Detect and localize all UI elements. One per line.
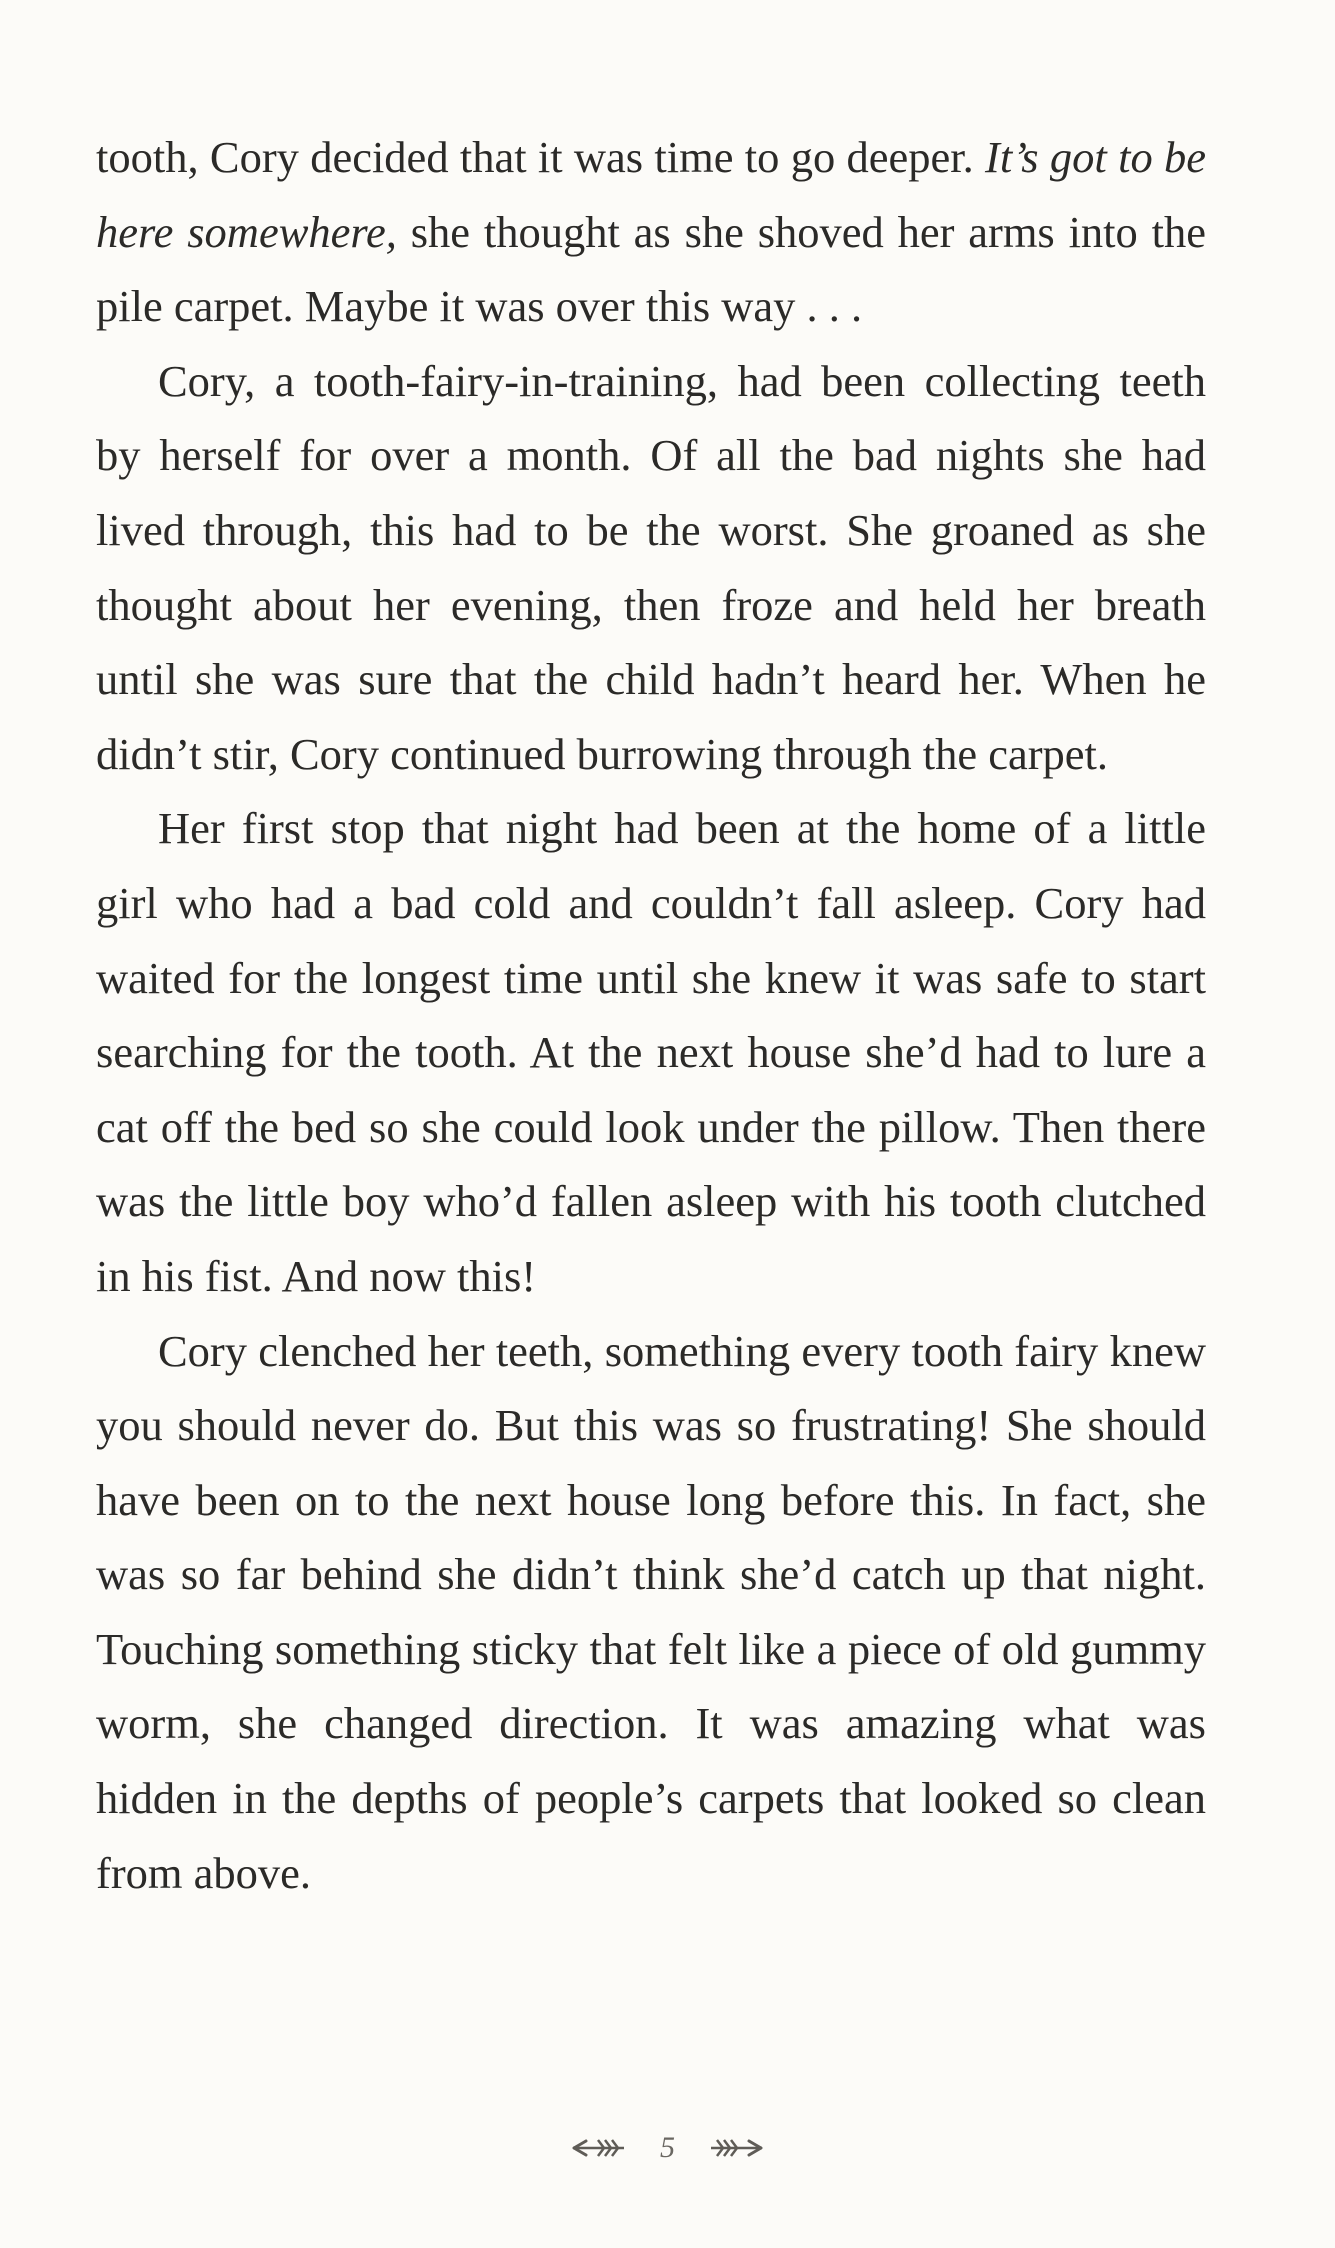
paragraph-2-text: Cory, a tooth-fairy-in-training, had been collecting teeth by herself for over a month. Of all the bad nights she had lived through, this had to be the worst. She groaned as she thought about her evening, then froze and held her breath until she was sure that the child hadn’t heard her. When he didn’t stir, Cory continued burrowing through the carpet. [96, 355, 1206, 779]
arrow-right-ornament-icon [709, 2137, 763, 2159]
paragraph-4 [96, 1314, 1206, 1911]
paragraph-3-text: Her first stop that night had been at the home of a little girl who had a bad cold and couldn’t fall asleep. Cory had waited for the longest time until she knew it was safe to start searching for the tooth. At the next house she’d had to lure a cat off the bed so she could look under the pillow. Then there was the little boy who’d fallen asleep with his tooth clutched in his fist. And now this! [96, 803, 1206, 1301]
paragraph-3 [96, 791, 1206, 1313]
body-text [96, 120, 1206, 1910]
paragraph-1-italic-thought: It’s got to be here somewhere, [96, 132, 1206, 257]
paragraph-2 [96, 344, 1206, 792]
paragraph-1 [96, 120, 1206, 344]
page-footer [0, 2118, 1335, 2178]
paragraph-1-text-2: she thought as she shoved her arms into the pile carpet. Maybe it was over this way . . . [96, 206, 1206, 332]
paragraph-4-text: Cory clenched her teeth, something every tooth fairy knew you should never do. But this was so frustrating! She should have been on to the next house long before this. In fact, she was so far behind she didn’t think she’d catch up that night. Touching something sticky that felt like a piece of old gummy worm, she changed direction. It was amazing what was hidden in the depths of people’s carpets that looked so clean from above. [96, 1325, 1206, 1898]
page-number: 5 [660, 2131, 675, 2164]
arrow-left-ornament-icon [572, 2137, 626, 2159]
paragraph-1-text-1: tooth, Cory decided that it was time to go deeper. [96, 132, 986, 182]
